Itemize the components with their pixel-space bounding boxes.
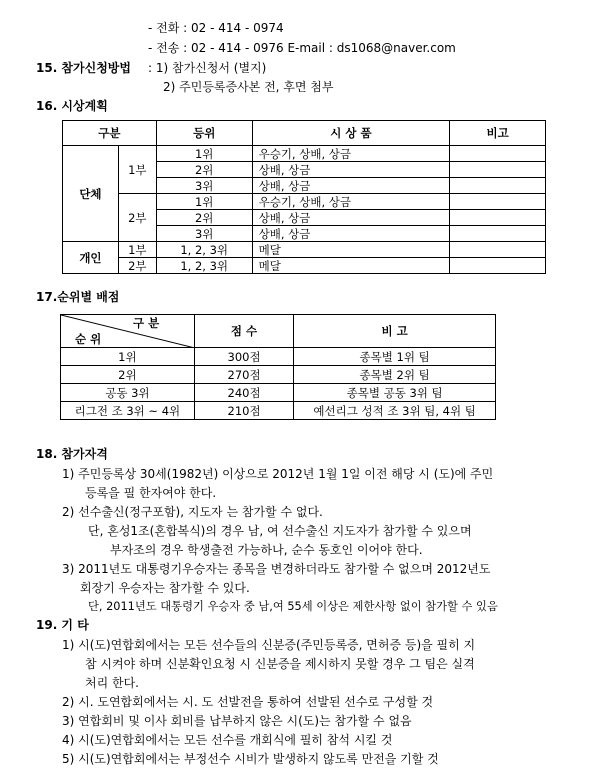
- prize-cell: 메달: [252, 242, 450, 258]
- points-table-header: [61, 315, 496, 348]
- section-19-line-2: 참 시켜야 하며 신분확인요청 시 신분증을 제시하지 못할 경우 그 팀은 실격: [85, 657, 475, 671]
- group-individual: 개인: [63, 242, 119, 274]
- prize-cell: 상배, 상금: [252, 210, 450, 226]
- prize-cell: 상배, 상금: [252, 178, 450, 194]
- table-row: [63, 146, 546, 162]
- note-cell: 종목별 2위 팀: [294, 366, 496, 384]
- note-cell: 예선리그 성적 조 3위 팀, 4위 팀: [294, 402, 496, 420]
- header-note: 비 고: [294, 315, 496, 348]
- rank-cell: 1위: [61, 348, 195, 366]
- remarks-cell: [450, 146, 546, 162]
- division-2: 2부: [118, 194, 156, 242]
- table-row: [63, 242, 546, 258]
- section-19-line-3: 처리 한다.: [85, 676, 139, 690]
- prize-cell: 상배, 상금: [252, 226, 450, 242]
- header-category: 구분: [63, 121, 157, 146]
- table-row: [61, 384, 496, 402]
- points-cell: 270점: [194, 366, 294, 384]
- header-prize: 시 상 품: [252, 121, 450, 146]
- section-18-line-4: 단, 혼성1조(혼합복식)의 경우 남, 여 선수출신 지도자가 참가할 수 있으며: [88, 524, 472, 538]
- rank-cell: 1위: [156, 146, 252, 162]
- table-row: [61, 402, 496, 420]
- remarks-cell: [450, 226, 546, 242]
- prize-cell: 우승기, 상배, 상금: [252, 146, 450, 162]
- section-17-title: 17.순위별 배점: [36, 290, 120, 304]
- section-19-line-1: 1) 시(도)연합회에서는 모든 선수들의 신분증(주민등록증, 면허증 등)을 필히 지: [62, 638, 476, 652]
- rank-cell: 1, 2, 3위: [156, 258, 252, 274]
- header-points: 점 수: [194, 315, 294, 348]
- section-18-line-2: 등록을 필 한자여야 한다.: [85, 486, 217, 500]
- section-19-line-4: 2) 시. 도연합회에서는 시. 도 선발전을 통하여 선발된 선수로 구성할 것: [62, 695, 434, 709]
- remarks-cell: [450, 258, 546, 274]
- points-cell: 240점: [194, 384, 294, 402]
- header-remarks: 비고: [450, 121, 546, 146]
- section-19-line-6: 4) 시(도)연합회에서는 모든 선수를 개회식에 필히 참석 시킬 것: [62, 733, 393, 747]
- prize-cell: 우승기, 상배, 상금: [252, 194, 450, 210]
- remarks-cell: [450, 210, 546, 226]
- note-cell: 종목별 공동 3위 팀: [294, 384, 496, 402]
- award-table: [62, 120, 546, 274]
- note-cell: 종목별 1위 팀: [294, 348, 496, 366]
- rank-cell: 2위: [61, 366, 195, 384]
- remarks-cell: [450, 242, 546, 258]
- diag-bottom-label: 순 위: [75, 332, 102, 346]
- table-row: [63, 258, 546, 274]
- section-19-line-5: 3) 연합회비 및 이사 회비를 납부하지 않은 시(도)는 참가할 수 없음: [62, 714, 412, 728]
- points-cell: 300점: [194, 348, 294, 366]
- division-1: 1부: [118, 146, 156, 194]
- rank-cell: 1, 2, 3위: [156, 242, 252, 258]
- rank-cell: 1위: [156, 194, 252, 210]
- rank-cell: 공동 3위: [61, 384, 195, 402]
- remarks-cell: [450, 194, 546, 210]
- section-19-title: 19. 기 타: [36, 618, 89, 632]
- section-18-line-7: 회장기 우승자는 참가할 수 있다.: [80, 581, 250, 595]
- prize-cell: 메달: [252, 258, 450, 274]
- section-19-line-7: 5) 시(도)연합회에서는 부정선수 시비가 발생하지 않도록 만전을 기할 것: [62, 752, 439, 766]
- rank-cell: 3위: [156, 178, 252, 194]
- rank-cell: 2위: [156, 162, 252, 178]
- section-18-title: 18. 참가자격: [36, 447, 108, 461]
- table-row: [61, 348, 496, 366]
- rank-cell: 2위: [156, 210, 252, 226]
- rank-cell: 3위: [156, 226, 252, 242]
- section-18-line-8: 단, 2011년도 대통령기 우승자 중 남,여 55세 이상은 제한사항 없이 참가할 수 있음: [88, 600, 498, 613]
- section-18-line-3: 2) 선수출신(정구포함), 지도자 는 참가할 수 없다.: [62, 505, 323, 519]
- table-row: [61, 366, 496, 384]
- prize-cell: 상배, 상금: [252, 162, 450, 178]
- group-team: 단체: [63, 146, 119, 242]
- section-15-item-1: : 1) 참가신청서 (별지): [148, 61, 267, 75]
- division-cell: 1부: [118, 242, 156, 258]
- header-rank: 등위: [156, 121, 252, 146]
- remarks-cell: [450, 162, 546, 178]
- award-table-header: [63, 121, 546, 146]
- remarks-cell: [450, 178, 546, 194]
- section-15-item-2: 2) 주민등록증사본 전, 후면 첨부: [163, 80, 334, 94]
- fax-email-line: - 전송 : 02 - 414 - 0976 E-mail : ds1068@naver.com: [148, 41, 456, 55]
- section-18-line-6: 3) 2011년도 대통령기우승자는 종목을 변경하더라도 참가할 수 없으며 2012년도: [62, 562, 491, 576]
- phone-line: - 전화 : 02 - 414 - 0974: [148, 21, 284, 35]
- division-cell: 2부: [118, 258, 156, 274]
- section-18-line-5: 부자조의 경우 학생출전 가능하나, 순수 동호인 이어야 한다.: [110, 543, 423, 557]
- points-table: [60, 314, 496, 420]
- diagonal-header-cell: [61, 315, 195, 348]
- rank-cell: 리그전 조 3위 ~ 4위: [61, 402, 195, 420]
- points-cell: 210점: [194, 402, 294, 420]
- table-row: [63, 194, 546, 210]
- section-18-line-1: 1) 주민등록상 30세(1982년) 이상으로 2012년 1월 1일 이전 해당 시 (도)에 주민: [62, 467, 494, 481]
- diag-top-label: 구 분: [133, 316, 160, 330]
- section-16-title: 16. 시상계획: [36, 99, 108, 113]
- section-15-title: 15. 참가신청방법: [36, 61, 131, 75]
